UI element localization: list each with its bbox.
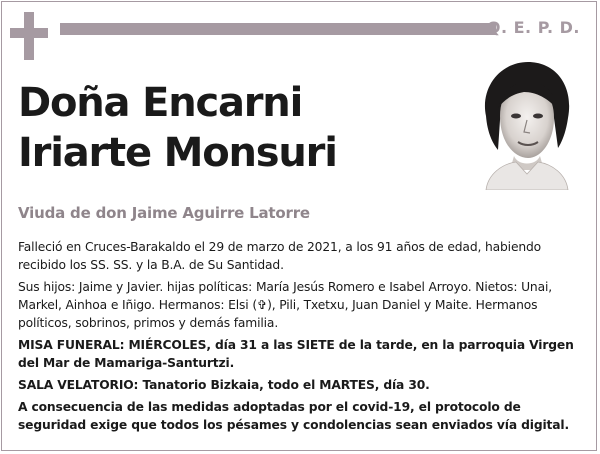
name-line-2: Iriarte Monsuri: [18, 130, 337, 176]
cross-icon: [10, 12, 48, 60]
header-rule: [60, 23, 496, 35]
family-paragraph: Sus hijos: Jaime y Javier. hijas políticas: María Jesús Romero e Isabel Arroyo. Nietos: Unai, Markel, Ainhoa e Iñigo. Hermanos: Elsi (✞), Pili, Txetxu, Juan Daniel y Maite. Hermanos políticos, sobrinos, primos y demás familia.: [18, 280, 552, 330]
notice-body: [18, 238, 586, 438]
portrait-photo: [478, 58, 576, 190]
wake-room-paragraph: SALA VELATORIO: Tanatorio Bizkaia, todo el MARTES, día 30.: [18, 378, 430, 392]
qepd-label: Q. E. P. D.: [486, 18, 580, 37]
death-details-paragraph: Falleció en Cruces-Barakaldo el 29 de marzo de 2021, a los 91 años de edad, habiendo recibido los SS. SS. y la B.A. de Su Santidad.: [18, 240, 542, 272]
widow-subtitle: Viuda de don Jaime Aguirre Latorre: [18, 204, 310, 222]
deceased-name: [18, 78, 337, 178]
covid-notice-paragraph: A consecuencia de las medidas adoptadas por el covid-19, el protocolo de seguridad exige que todos los pésames y condolencias sean enviados vía digital.: [18, 400, 569, 432]
name-line-1: Doña Encarni: [18, 80, 303, 126]
funeral-mass-paragraph: MISA FUNERAL: MIÉRCOLES, día 31 a las SIETE de la tarde, en la parroquia Virgen del Mar de Mamariga-Santurtzi.: [18, 338, 574, 370]
